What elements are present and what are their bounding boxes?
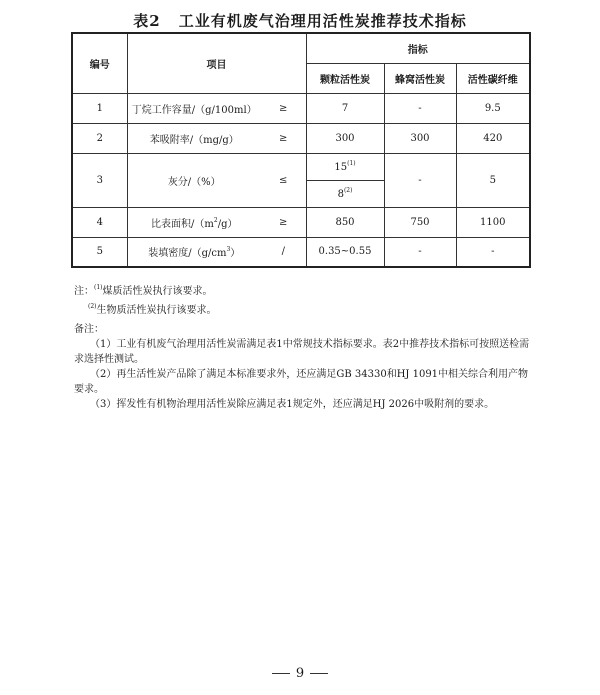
row-item: 苯吸附率/（mg/g）: [127, 123, 261, 153]
item-text: 比表面积/（m: [151, 218, 214, 230]
table-row: [72, 123, 530, 153]
row-granular-bio: [306, 180, 384, 207]
footnotes: [74, 280, 217, 318]
row-granular-coal: [306, 153, 384, 180]
row-fiber: -: [456, 237, 530, 267]
footnote-2: [74, 299, 217, 318]
row-no: 3: [72, 153, 127, 207]
table-number: 表2: [133, 12, 161, 30]
row-honeycomb: -: [384, 93, 456, 123]
row-granular: 0.35~0.55: [306, 237, 384, 267]
row-no: 5: [72, 237, 127, 267]
remark-item-1: （1）工业有机废气治理用活性炭需满足表1中常规技术指标要求。表2中推荐技术指标可按照送检需求选择性测试。: [74, 339, 530, 365]
page-number-value: 9: [295, 666, 305, 681]
ash-bio-value: 8: [337, 189, 344, 200]
row-granular: 7: [306, 93, 384, 123]
footnote-1-ref: (1): [94, 284, 103, 291]
row-op: ≤: [261, 153, 306, 207]
row-fiber: 420: [456, 123, 530, 153]
footnote-1: [74, 280, 217, 299]
table-row: [72, 93, 530, 123]
header-item: 项目: [127, 33, 306, 93]
row-no: 4: [72, 207, 127, 237]
row-item: 丁烷工作容量/（g/100ml）: [127, 93, 261, 123]
row-no: 1: [72, 93, 127, 123]
item-text-suffix: /g）: [217, 218, 238, 230]
row-honeycomb: 300: [384, 123, 456, 153]
item-superscript: 2: [213, 216, 218, 224]
table-row: [72, 153, 530, 180]
row-fiber: 1100: [456, 207, 530, 237]
header-indicator: 指标: [306, 33, 530, 63]
page-number-dash-right: [310, 673, 328, 674]
remarks: [74, 322, 530, 412]
row-honeycomb: 750: [384, 207, 456, 237]
row-item: [127, 237, 261, 267]
page-number-dash-left: [272, 673, 290, 674]
row-op: /: [261, 237, 306, 267]
footnote-ref-2: (2): [343, 187, 353, 194]
row-no: 2: [72, 123, 127, 153]
ash-coal-value: 15: [334, 162, 348, 173]
item-text-suffix: ）: [230, 248, 241, 260]
page-number: [0, 666, 600, 681]
header-no: 编号: [72, 33, 127, 93]
remarks-label: 备注：: [74, 324, 104, 335]
row-item: [127, 207, 261, 237]
row-fiber: 9.5: [456, 93, 530, 123]
row-op: ≥: [261, 93, 306, 123]
header-fiber: 活性碳纤维: [456, 63, 530, 93]
table-row: [72, 237, 530, 267]
remark-item-3: （3）挥发性有机物治理用活性炭除应满足表1规定外，还应满足HJ 2026中吸附剂的要求。: [90, 399, 495, 410]
row-item: 灰分/（%）: [127, 153, 261, 207]
header-granular: 颗粒活性炭: [306, 63, 384, 93]
spec-table: [71, 32, 531, 268]
row-honeycomb: -: [384, 237, 456, 267]
footnote-2-ref: (2): [88, 303, 97, 310]
item-text: 装填密度/（g/cm: [148, 248, 227, 260]
header-honeycomb: 蜂窝活性炭: [384, 63, 456, 93]
footnote-1-text: 煤质活性炭执行该要求。: [102, 286, 213, 297]
row-fiber: 5: [456, 153, 530, 207]
row-op: ≥: [261, 123, 306, 153]
item-superscript: 3: [226, 246, 231, 254]
row-honeycomb: -: [384, 153, 456, 207]
remark-item-2: （2）再生活性炭产品除了满足本标准要求外，还应满足GB 34330和HJ 1091中相关综合利用产物要求。: [74, 369, 529, 395]
notes-label: 注：: [74, 286, 94, 297]
row-granular: 300: [306, 123, 384, 153]
table-title: [0, 10, 600, 31]
footnote-ref-1: (1): [347, 160, 356, 167]
table-row: [72, 207, 530, 237]
table-title-text: 工业有机废气治理用活性炭推荐技术指标: [178, 12, 467, 30]
row-op: ≥: [261, 207, 306, 237]
footnote-2-text: 生物质活性炭执行该要求。: [96, 305, 217, 316]
row-granular: 850: [306, 207, 384, 237]
